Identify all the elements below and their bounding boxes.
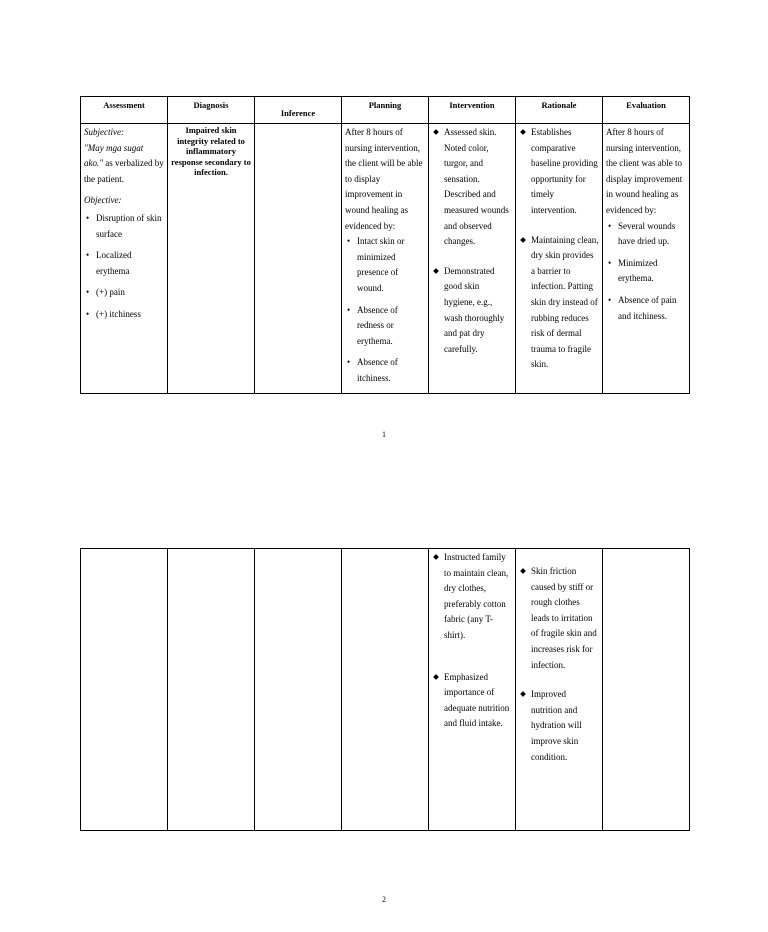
evaluation-list	[606, 219, 686, 325]
header-assessment: Assessment	[81, 97, 168, 124]
content-row	[81, 124, 690, 394]
subjective-quote: "May mga sugat ako."	[84, 142, 144, 169]
intervention-cell	[429, 124, 516, 394]
objective-item: • (+) itchiness	[96, 307, 164, 323]
header-evaluation: Evaluation	[603, 97, 690, 124]
intervention-cell	[429, 549, 516, 831]
intervention-item: Emphasized importance of adequate nutrition and fluid intake.	[444, 670, 512, 732]
evaluation-cell	[603, 124, 690, 394]
subjective-text	[84, 141, 164, 188]
page-number: 1	[382, 430, 386, 439]
subjective-label: Subjective:	[84, 127, 124, 137]
objective-item: • Localized erythema	[96, 248, 164, 279]
rationale-item: Skin friction caused by stiff or rough clothes leads to irritation of fragile skin and increases risk for infection.	[531, 564, 599, 673]
intervention-item: Assessed skin. Noted color, turgor, and sensation. Described and measured wounds and observed changes.	[444, 125, 512, 250]
header-row	[81, 97, 690, 124]
objective-label: Objective:	[84, 195, 122, 206]
intervention-item: Demonstrated good skin hygiene, e.g., wash thoroughly and pat dry carefully.	[444, 264, 512, 358]
content-row	[81, 549, 690, 831]
assessment-cell	[81, 124, 168, 394]
header-inference: Inference	[255, 97, 342, 124]
objective-list	[84, 211, 164, 323]
rationale-item: Establishes comparative baseline providing opportunity for timely intervention.	[531, 125, 599, 219]
planning-cell	[342, 549, 429, 831]
rationale-list	[519, 564, 599, 765]
diagnosis-cell	[168, 549, 255, 831]
nursing-care-plan-table-page1	[80, 96, 690, 394]
nursing-care-plan-table-page2	[80, 548, 690, 831]
page-number: 2	[382, 895, 386, 904]
assessment-cell	[81, 549, 168, 831]
objective-item: • (+) pain	[96, 285, 164, 301]
header-intervention: Intervention	[429, 97, 516, 124]
planning-intro: After 8 hours of nursing intervention, the client will be able to display improvement in wound healing as evidenced by:	[345, 127, 423, 231]
rationale-list	[519, 125, 599, 373]
inference-cell	[255, 124, 342, 394]
rationale-cell	[516, 124, 603, 394]
inference-cell	[255, 549, 342, 831]
planning-cell	[342, 124, 429, 394]
header-diagnosis: Diagnosis	[168, 97, 255, 124]
planning-list	[345, 234, 425, 386]
planning-item: • Intact skin or minimized presence of wound.	[357, 234, 425, 296]
evaluation-cell	[603, 549, 690, 831]
diagnosis-cell: Impaired skin integrity related to inflammatory response secondary to infection.	[168, 124, 255, 394]
rationale-cell	[516, 549, 603, 831]
rationale-item: Maintaining clean, dry skin provides a barrier to infection. Patting skin dry instead of rubbing reduces risk of dermal trauma to fragile skin.	[531, 233, 599, 373]
evaluation-item: • Absence of pain and itchiness.	[618, 293, 686, 324]
header-planning: Planning	[342, 97, 429, 124]
planning-item: • Absence of redness or erythema.	[357, 303, 425, 350]
subjective-rest: as verbalized by the patient.	[84, 158, 164, 184]
objective-item: • Disruption of skin surface	[96, 211, 164, 242]
planning-item: • Absence of itchiness.	[357, 355, 425, 386]
evaluation-item: • Several wounds have dried up.	[618, 219, 686, 250]
intervention-item: Instructed family to maintain clean, dry clothes, preferably cotton fabric (any T-shirt).	[444, 550, 512, 644]
intervention-list	[432, 125, 512, 357]
evaluation-intro: After 8 hours of nursing intervention, the client was able to display improvement in wound healing as evidenced by:	[606, 127, 683, 215]
rationale-item: Improved nutrition and hydration will improve skin condition.	[531, 687, 599, 765]
evaluation-item: • Minimized erythema.	[618, 256, 686, 287]
intervention-list	[432, 550, 512, 732]
header-rationale: Rationale	[516, 97, 603, 124]
